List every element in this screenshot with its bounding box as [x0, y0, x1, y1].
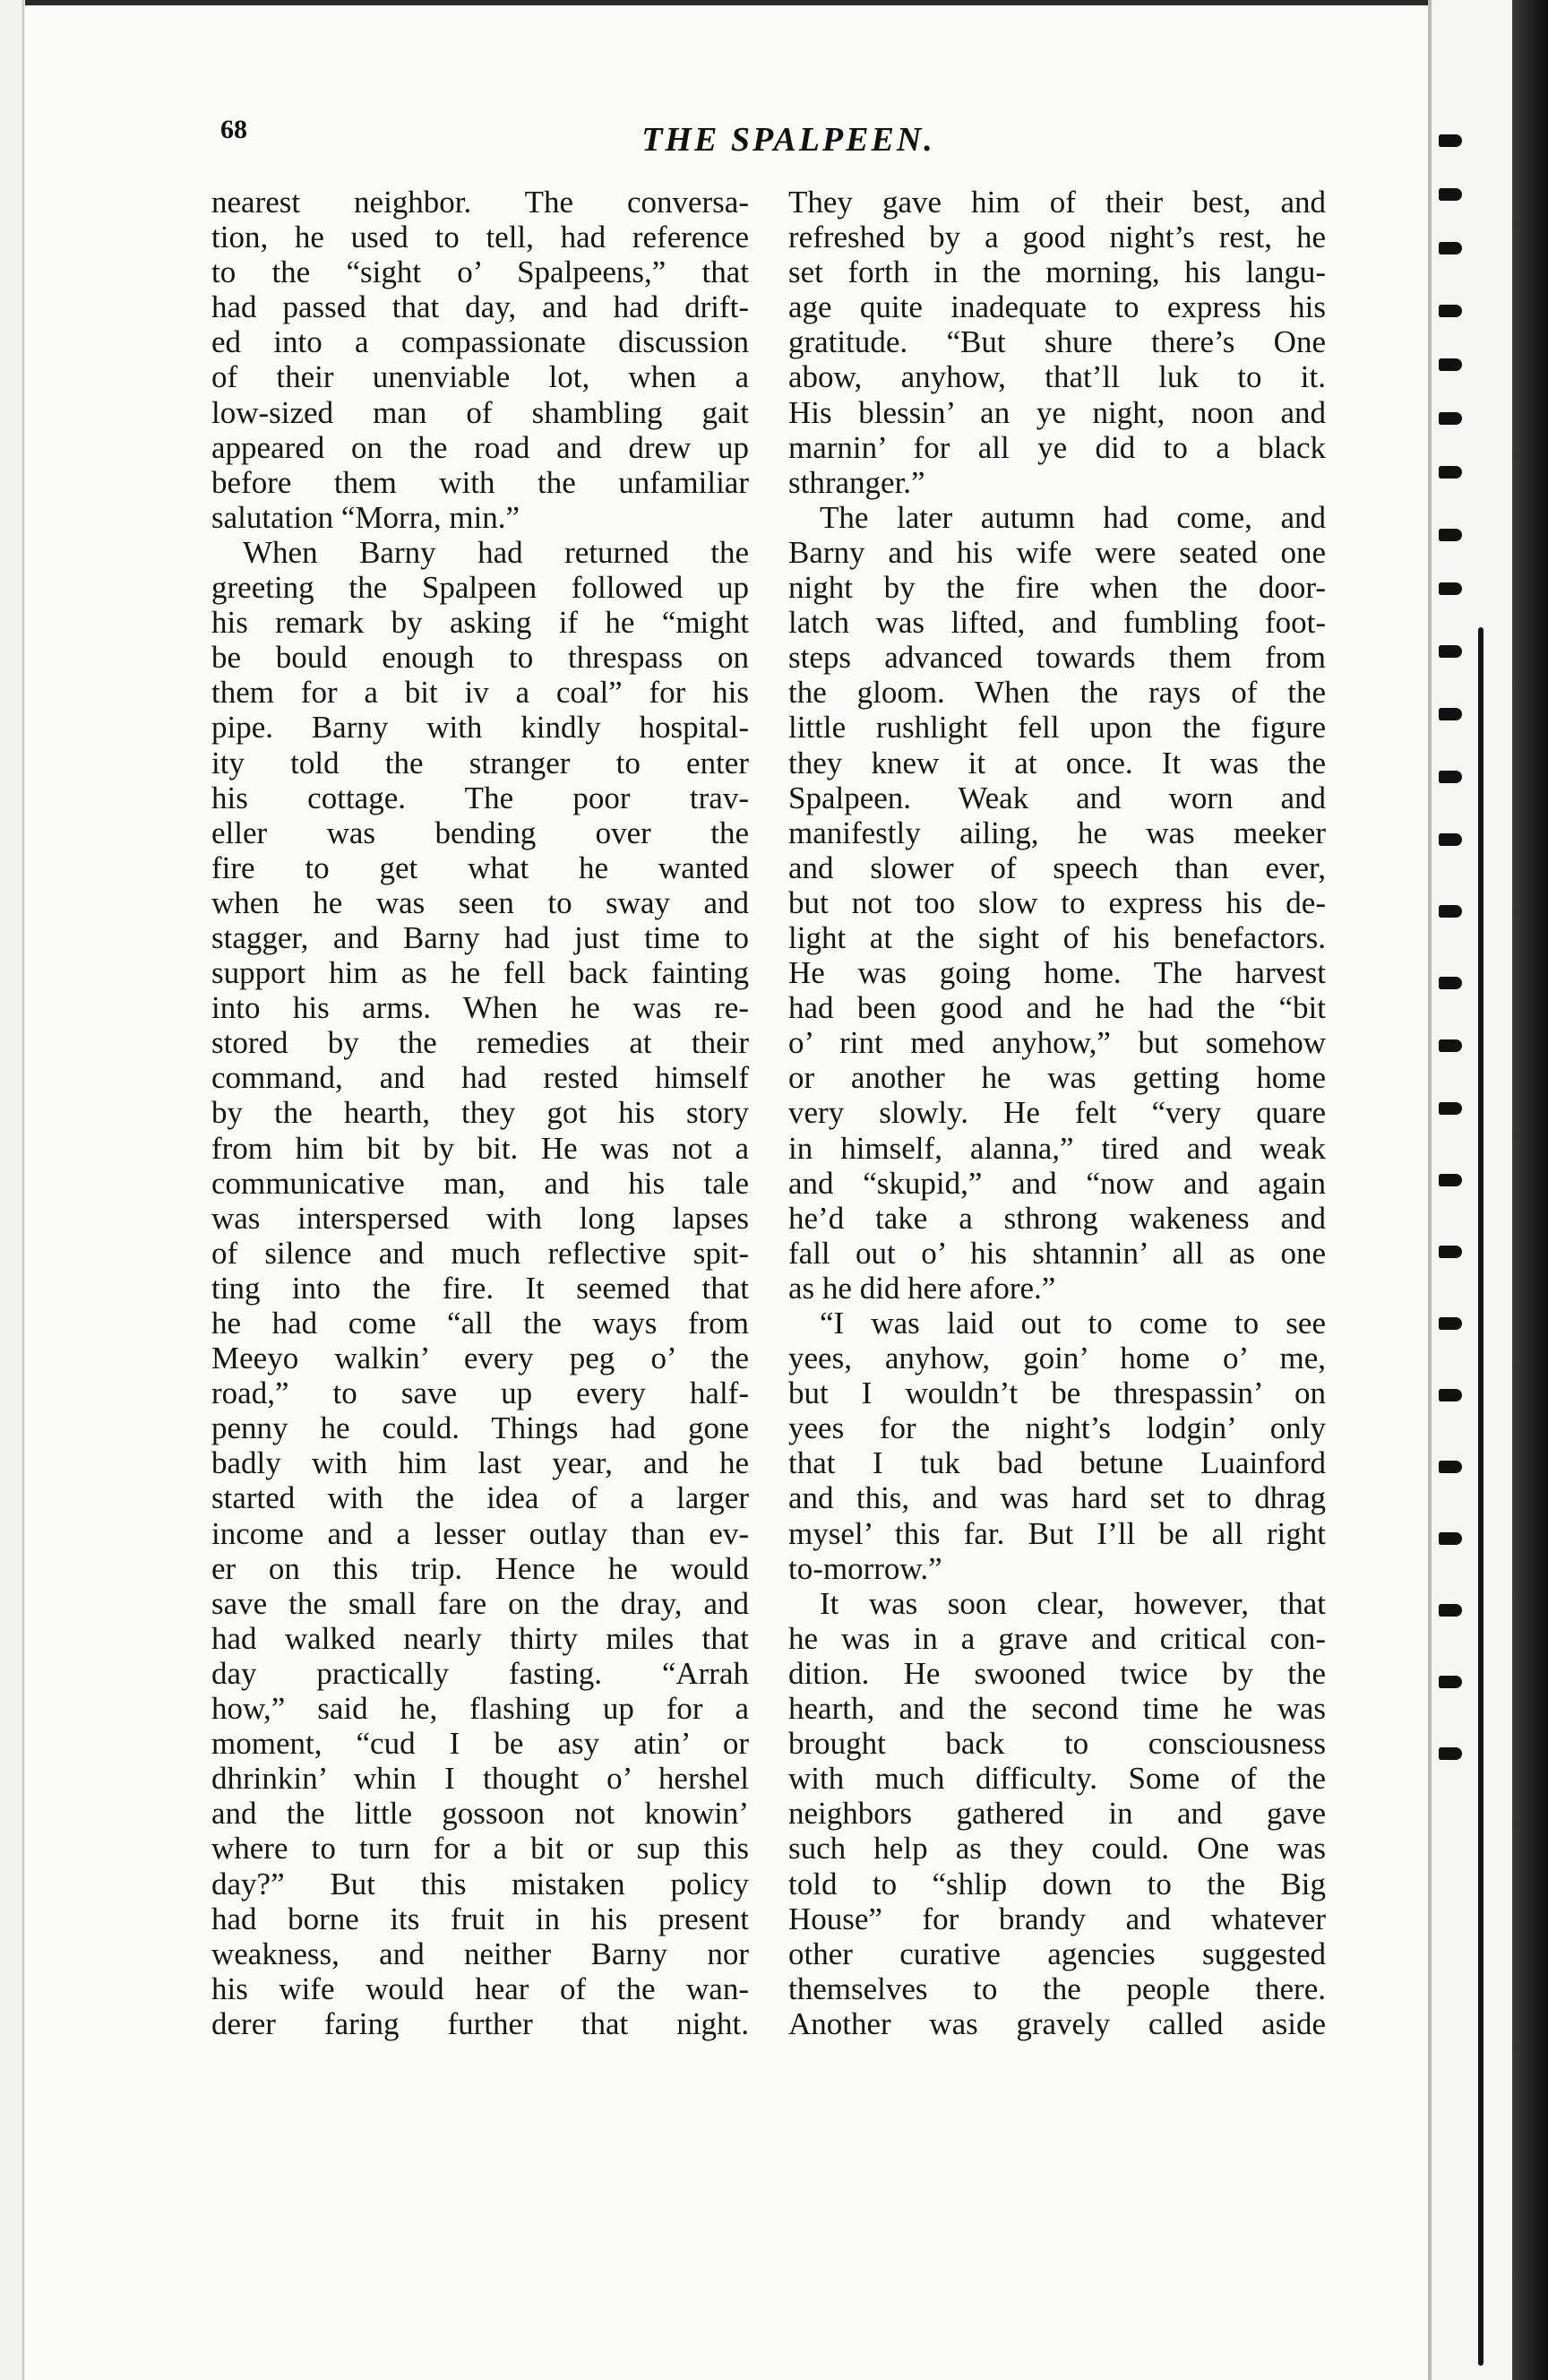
- text-line: but not too slow to express his de-: [788, 884, 1326, 920]
- edge-mark: [1439, 1604, 1462, 1617]
- text-line: had passed that day, and had drift-: [211, 289, 749, 325]
- text-line: or another he was getting home: [788, 1060, 1326, 1096]
- text-line: into his arms. When he was re-: [211, 990, 749, 1026]
- text-line: that I tuk bad betune Luainford: [788, 1445, 1326, 1481]
- text-line: He was going home. The harvest: [788, 955, 1326, 991]
- text-line: weakness, and neither Barny nor: [211, 1936, 749, 1971]
- text-line: to-morrow.”: [788, 1550, 942, 1586]
- text-line: His blessin’ an ye night, noon and: [788, 394, 1326, 430]
- text-line: er on this trip. Hence he would: [211, 1550, 749, 1586]
- binding-spine-line: [1478, 627, 1484, 2366]
- text-line: ity told the stranger to enter: [211, 745, 749, 780]
- text-line: stored by the remedies at their: [211, 1025, 749, 1061]
- edge-mark: [1439, 582, 1462, 595]
- text-line: themselves to the people there.: [788, 1970, 1326, 2006]
- text-line: he’d take a sthrong wakeness and: [788, 1200, 1326, 1236]
- text-line: yees, anyhow, goin’ home o’ me,: [788, 1341, 1326, 1376]
- text-line: badly with him last year, and he: [211, 1445, 749, 1481]
- text-line: brought back to consciousness: [788, 1726, 1326, 1762]
- text-line: he was in a grave and critical con-: [788, 1620, 1326, 1656]
- text-line: but I wouldn’t be threspassin’ on: [788, 1375, 1326, 1411]
- text-line: salutation “Morra, min.”: [211, 499, 520, 535]
- text-line: little rushlight fell upon the figure: [788, 710, 1326, 746]
- text-line: derer faring further that night.: [211, 2005, 749, 2041]
- text-line: refreshed by a good night’s rest, he: [788, 220, 1326, 255]
- edge-mark: [1439, 412, 1462, 425]
- text-line: in himself, alanna,” tired and weak: [788, 1130, 1326, 1166]
- text-line: abow, anyhow, that’ll luk to it.: [788, 359, 1326, 395]
- text-line: his remark by asking if he “might: [211, 605, 749, 641]
- text-line: Spalpeen. Weak and worn and: [788, 780, 1326, 815]
- text-line: “I was laid out to come to see: [788, 1306, 1326, 1341]
- text-line: sthranger.”: [788, 464, 925, 500]
- text-line: They gave him of their best, and: [788, 185, 1326, 220]
- text-line: other curative agencies suggested: [788, 1936, 1326, 1971]
- text-line: day practically fasting. “Arrah: [211, 1655, 749, 1691]
- edge-mark: [1439, 1747, 1462, 1760]
- text-line: ed into a compassionate discussion: [211, 324, 749, 360]
- text-line: When Barny had returned the: [211, 534, 749, 570]
- text-line: by the hearth, they got his story: [211, 1095, 749, 1131]
- text-line: set forth in the morning, his langu-: [788, 254, 1326, 290]
- text-column-left: [211, 185, 749, 2041]
- text-line: very slowly. He felt “very quare: [788, 1095, 1326, 1131]
- text-line: had walked nearly thirty miles that: [211, 1620, 749, 1656]
- text-line: tion, he used to tell, had reference: [211, 220, 749, 255]
- text-line: steps advanced towards them from: [788, 640, 1326, 676]
- page-number: 68: [220, 115, 247, 144]
- text-column-right: [788, 185, 1326, 2041]
- text-line: It was soon clear, however, that: [788, 1585, 1326, 1621]
- text-line: pipe. Barny with kindly hospital-: [211, 710, 749, 746]
- text-line: fall out o’ his shtannin’ all as one: [788, 1235, 1326, 1271]
- text-line: communicative man, and his tale: [211, 1165, 749, 1201]
- text-line: the gloom. When the rays of the: [788, 675, 1326, 711]
- text-line: of their unenviable lot, when a: [211, 359, 749, 395]
- text-line: had borne its fruit in his present: [211, 1901, 749, 1936]
- text-line: and this, and was hard set to dhrag: [788, 1480, 1326, 1516]
- scan-left-margin: [0, 0, 25, 2380]
- binding-shadow: [1512, 0, 1548, 2380]
- text-line: where to turn for a bit or sup this: [211, 1831, 749, 1867]
- text-line: House” for brandy and whatever: [788, 1901, 1326, 1936]
- edge-mark: [1439, 1039, 1462, 1052]
- text-line: of silence and much reflective spit-: [211, 1235, 749, 1271]
- text-line: and “skupid,” and “now and again: [788, 1165, 1326, 1201]
- edge-mark: [1439, 1246, 1462, 1258]
- text-line: before them with the unfamiliar: [211, 464, 749, 500]
- text-line: when he was seen to sway and: [211, 884, 749, 920]
- text-line: stagger, and Barny had just time to: [211, 919, 749, 955]
- text-line: road,” to save up every half-: [211, 1375, 749, 1411]
- page-edge-marks: [1439, 134, 1503, 1837]
- text-line: his cottage. The poor trav-: [211, 780, 749, 815]
- edge-mark: [1439, 134, 1462, 147]
- text-line: his wife would hear of the wan-: [211, 1970, 749, 2006]
- text-line: light at the sight of his benefactors.: [788, 919, 1326, 955]
- edge-mark: [1439, 188, 1462, 201]
- text-line: age quite inadequate to express his: [788, 289, 1326, 325]
- text-line: command, and had rested himself: [211, 1060, 749, 1096]
- edge-mark: [1439, 305, 1462, 317]
- running-title: THE SPALPEEN.: [641, 121, 935, 159]
- text-line: dition. He swooned twice by the: [788, 1655, 1326, 1691]
- text-line: they knew it at once. It was the: [788, 745, 1326, 780]
- text-line: mysel’ this far. But I’ll be all right: [788, 1515, 1326, 1551]
- text-line: as he did here afore.”: [788, 1270, 1056, 1306]
- text-line: had been good and he had the “bit: [788, 990, 1326, 1026]
- text-line: started with the idea of a larger: [211, 1480, 749, 1516]
- edge-mark: [1439, 1102, 1462, 1115]
- text-line: low-sized man of shambling gait: [211, 394, 749, 430]
- edge-mark: [1439, 466, 1462, 479]
- text-line: fire to get what he wanted: [211, 849, 749, 885]
- edge-mark: [1439, 1461, 1462, 1473]
- text-line: nearest neighbor. The conversa-: [211, 185, 749, 220]
- text-line: neighbors gathered in and gave: [788, 1796, 1326, 1832]
- text-line: support him as he fell back fainting: [211, 955, 749, 991]
- scan-top-edge: [0, 0, 1514, 5]
- text-line: appeared on the road and drew up: [211, 429, 749, 465]
- edge-mark: [1439, 1676, 1462, 1688]
- text-line: greeting the Spalpeen followed up: [211, 570, 749, 606]
- text-line: be bould enough to threspass on: [211, 640, 749, 676]
- text-line: dhrinkin’ whin I thought o’ hershel: [211, 1761, 749, 1797]
- text-line: o’ rint med anyhow,” but somehow: [788, 1025, 1326, 1061]
- text-line: and slower of speech than ever,: [788, 849, 1326, 885]
- text-line: The later autumn had come, and: [788, 499, 1326, 535]
- text-line: such help as they could. One was: [788, 1831, 1326, 1867]
- edge-mark: [1439, 529, 1462, 541]
- edge-mark: [1439, 1389, 1462, 1401]
- edge-mark: [1439, 1532, 1462, 1545]
- text-line: yees for the night’s lodgin’ only: [788, 1410, 1326, 1446]
- edge-mark: [1439, 771, 1462, 783]
- text-line: Meeyo walkin’ every peg o’ the: [211, 1341, 749, 1376]
- text-line: gratitude. “But shure there’s One: [788, 324, 1326, 360]
- text-line: marnin’ for all ye did to a black: [788, 429, 1326, 465]
- text-line: told to “shlip down to the Big: [788, 1866, 1326, 1901]
- text-line: latch was lifted, and fumbling foot-: [788, 605, 1326, 641]
- edge-mark: [1439, 358, 1462, 371]
- text-line: manifestly ailing, he was meeker: [788, 815, 1326, 850]
- edge-mark: [1439, 977, 1462, 989]
- edge-mark: [1439, 905, 1462, 918]
- text-line: penny he could. Things had gone: [211, 1410, 749, 1446]
- text-line: ting into the fire. It seemed that: [211, 1270, 749, 1306]
- text-line: was interspersed with long lapses: [211, 1200, 749, 1236]
- text-line: and the little gossoon not knowin’: [211, 1796, 749, 1832]
- text-line: save the small fare on the dray, and: [211, 1585, 749, 1621]
- text-line: Another was gravely called aside: [788, 2005, 1326, 2041]
- text-line: with much difficulty. Some of the: [788, 1761, 1326, 1797]
- text-line: Barny and his wife were seated one: [788, 534, 1326, 570]
- text-line: eller was bending over the: [211, 815, 749, 850]
- text-line: to the “sight o’ Spalpeens,” that: [211, 254, 749, 290]
- text-line: from him bit by bit. He was not a: [211, 1130, 749, 1166]
- edge-mark: [1439, 708, 1462, 720]
- text-line: night by the fire when the door-: [788, 570, 1326, 606]
- text-line: them for a bit iv a coal” for his: [211, 675, 749, 711]
- edge-mark: [1439, 833, 1462, 846]
- text-line: income and a lesser outlay than ev-: [211, 1515, 749, 1551]
- text-line: day?” But this mistaken policy: [211, 1866, 749, 1901]
- edge-mark: [1439, 242, 1462, 254]
- text-line: he had come “all the ways from: [211, 1306, 749, 1341]
- edge-mark: [1439, 1317, 1462, 1330]
- text-line: how,” said he, flashing up for a: [211, 1691, 749, 1727]
- edge-mark: [1439, 1174, 1462, 1186]
- edge-mark: [1439, 645, 1462, 658]
- text-line: hearth, and the second time he was: [788, 1691, 1326, 1727]
- text-line: moment, “cud I be asy atin’ or: [211, 1726, 749, 1762]
